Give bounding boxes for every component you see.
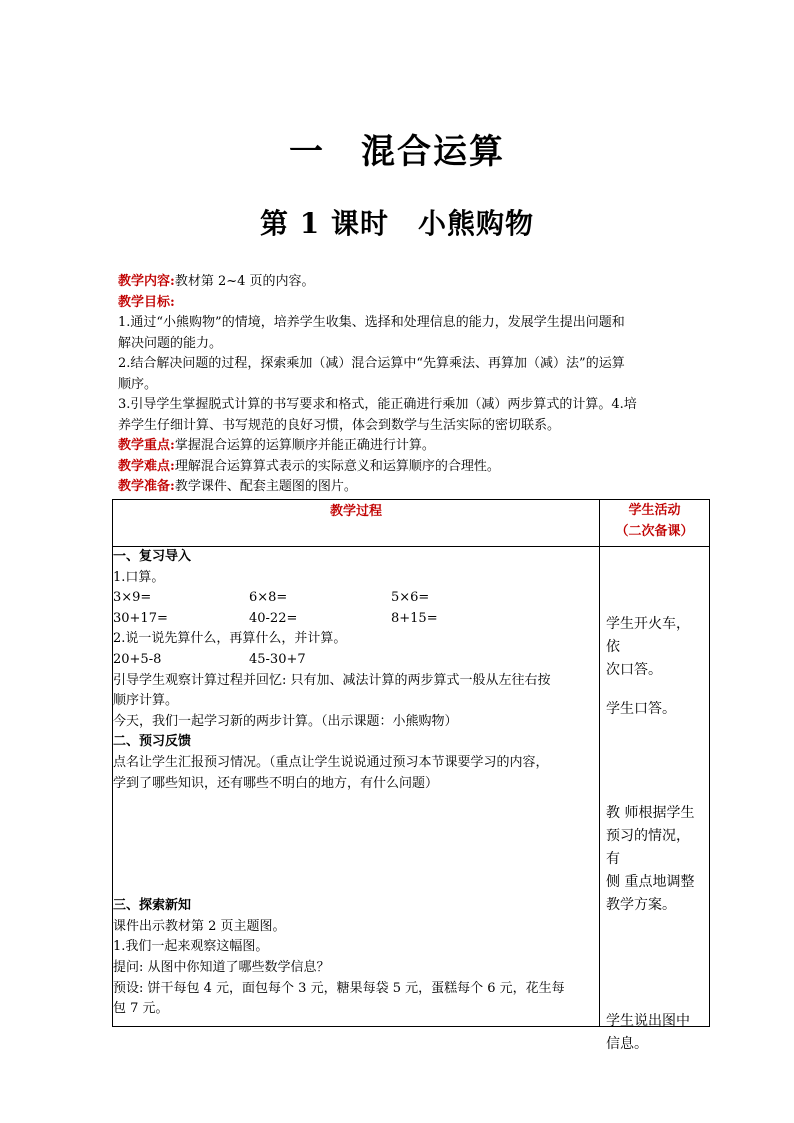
text-line: 顺序计算。 <box>113 693 179 709</box>
activity-header-line: 学生活动 <box>628 503 681 518</box>
text-line: 1.我们一起来观察这幅图。 <box>113 939 269 955</box>
activity-note <box>606 1010 702 1056</box>
calc-item: 40-22= <box>249 610 298 626</box>
process-cell <box>113 547 600 1027</box>
goal-line: 1.通过“小熊购物”的情境，培养学生收集、选择和处理信息的能力，发展学生提出问题和 <box>118 315 625 330</box>
note-line: 教 师根据学生 <box>606 805 695 821</box>
note-line: 教学方案。 <box>606 897 676 913</box>
goal-line: 解决问题的能力。 <box>118 335 223 351</box>
activity-header-line: （二次备课） <box>615 524 694 539</box>
teaching-content <box>118 272 688 293</box>
goal-line: 2.结合解决问题的过程，探索乘加（减）混合运算中“先算乘法、再算加（减）法”的运算 <box>118 356 625 371</box>
calc-item: 8+15= <box>391 610 438 626</box>
text-line: 点名让学生汇报预习情况。（重点让学生说说通过预习本节课要学习的内容， <box>113 754 549 770</box>
text-line: 引导学生观察计算过程并回忆: 只有加、减法计算的两步算式一般从左往右按 <box>113 672 551 688</box>
note-line: 学生说出图中 <box>606 1013 690 1029</box>
text-line: 今天，我们一起学习新的两步计算。（出示课题：小熊购物） <box>113 713 458 729</box>
goals-heading <box>118 293 688 314</box>
note-line: 信息。 <box>606 1036 648 1052</box>
section-explore-title: 三、探索新知 <box>113 898 192 914</box>
table-header-row <box>113 500 710 547</box>
key-label: 教学重点: <box>118 438 175 453</box>
note-line: 侧 重点地调整 <box>606 874 695 890</box>
teaching-process-table <box>112 499 710 1052</box>
text-line: 预设: 饼干每包 4 元，面包每个 3 元，糖果每袋 5 元，蛋糕每个 6 元，花生每 <box>113 980 565 996</box>
goals-label: 教学目标: <box>118 294 175 310</box>
content-text: 教材第 2~4 页的内容。 <box>174 274 315 289</box>
blank-space <box>113 794 599 896</box>
text-line: 课件出示教材第 2 页主题图。 <box>113 918 286 934</box>
calc-row <box>113 588 599 609</box>
calc-item: 45-30+7 <box>249 651 306 667</box>
activity-note <box>606 802 702 917</box>
calc-item: 5×6= <box>391 590 430 606</box>
activity-note <box>606 698 702 721</box>
note-line: 预习的情况，有 <box>606 828 690 867</box>
calc-row <box>113 650 599 671</box>
lesson-subtitle: 第 1 课时 小熊购物 <box>260 207 534 240</box>
text-line: 2.说一说先算什么，再算什么，并计算。 <box>113 631 347 647</box>
calc-item: 30+17= <box>113 610 168 626</box>
lesson-meta <box>118 272 688 498</box>
process-header: 教学过程 <box>113 500 600 547</box>
calc-item: 3×9= <box>113 590 152 606</box>
key-point <box>118 436 688 457</box>
difficulty-text: 理解混合运算算式表示的实际意义和运算顺序的合理性。 <box>174 458 500 474</box>
calc-item: 20+5-8 <box>113 651 162 667</box>
teaching-prep <box>118 477 688 498</box>
activity-note <box>606 613 702 682</box>
prep-label: 教学准备: <box>118 479 175 494</box>
calc-row <box>113 609 599 630</box>
prep-text: 教学课件、配套主题图的图片。 <box>174 479 357 494</box>
section-review-title: 一、复习导入 <box>113 549 192 564</box>
activity-cell <box>600 547 710 1052</box>
section-preview-title: 二、预习反馈 <box>113 734 192 750</box>
goal-line: 3.引导学生掌握脱式计算的书写要求和格式，能正确进行乘加（减）两步算式的计算。4.培 <box>118 397 637 412</box>
calc-item: 6×8= <box>249 590 288 606</box>
text-line: 包 7 元。 <box>113 1001 169 1017</box>
key-text: 掌握混合运算的运算顺序并能正确进行计算。 <box>174 438 435 453</box>
text-line: 1.口算。 <box>113 569 165 585</box>
difficulty-point <box>118 457 688 478</box>
goal-line: 顺序。 <box>118 376 158 392</box>
table-body-row <box>113 547 710 1027</box>
note-line: 学生开火车，依 <box>606 616 690 655</box>
activity-header <box>600 500 710 547</box>
text-line: 学到了哪些知识，还有哪些不明白的地方，有什么问题） <box>113 775 439 791</box>
difficulty-label: 教学难点: <box>118 458 175 474</box>
text-line: 提问: 从图中你知道了哪些数学信息？ <box>113 959 330 975</box>
note-line: 学生口答。 <box>606 701 676 717</box>
note-line: 次口答。 <box>606 662 662 678</box>
goal-line: 养学生仔细计算、书写规范的良好习惯，体会到数学与生活实际的密切联系。 <box>118 417 561 433</box>
main-title: 一 混合运算 <box>289 132 505 172</box>
content-label: 教学内容: <box>118 274 175 289</box>
